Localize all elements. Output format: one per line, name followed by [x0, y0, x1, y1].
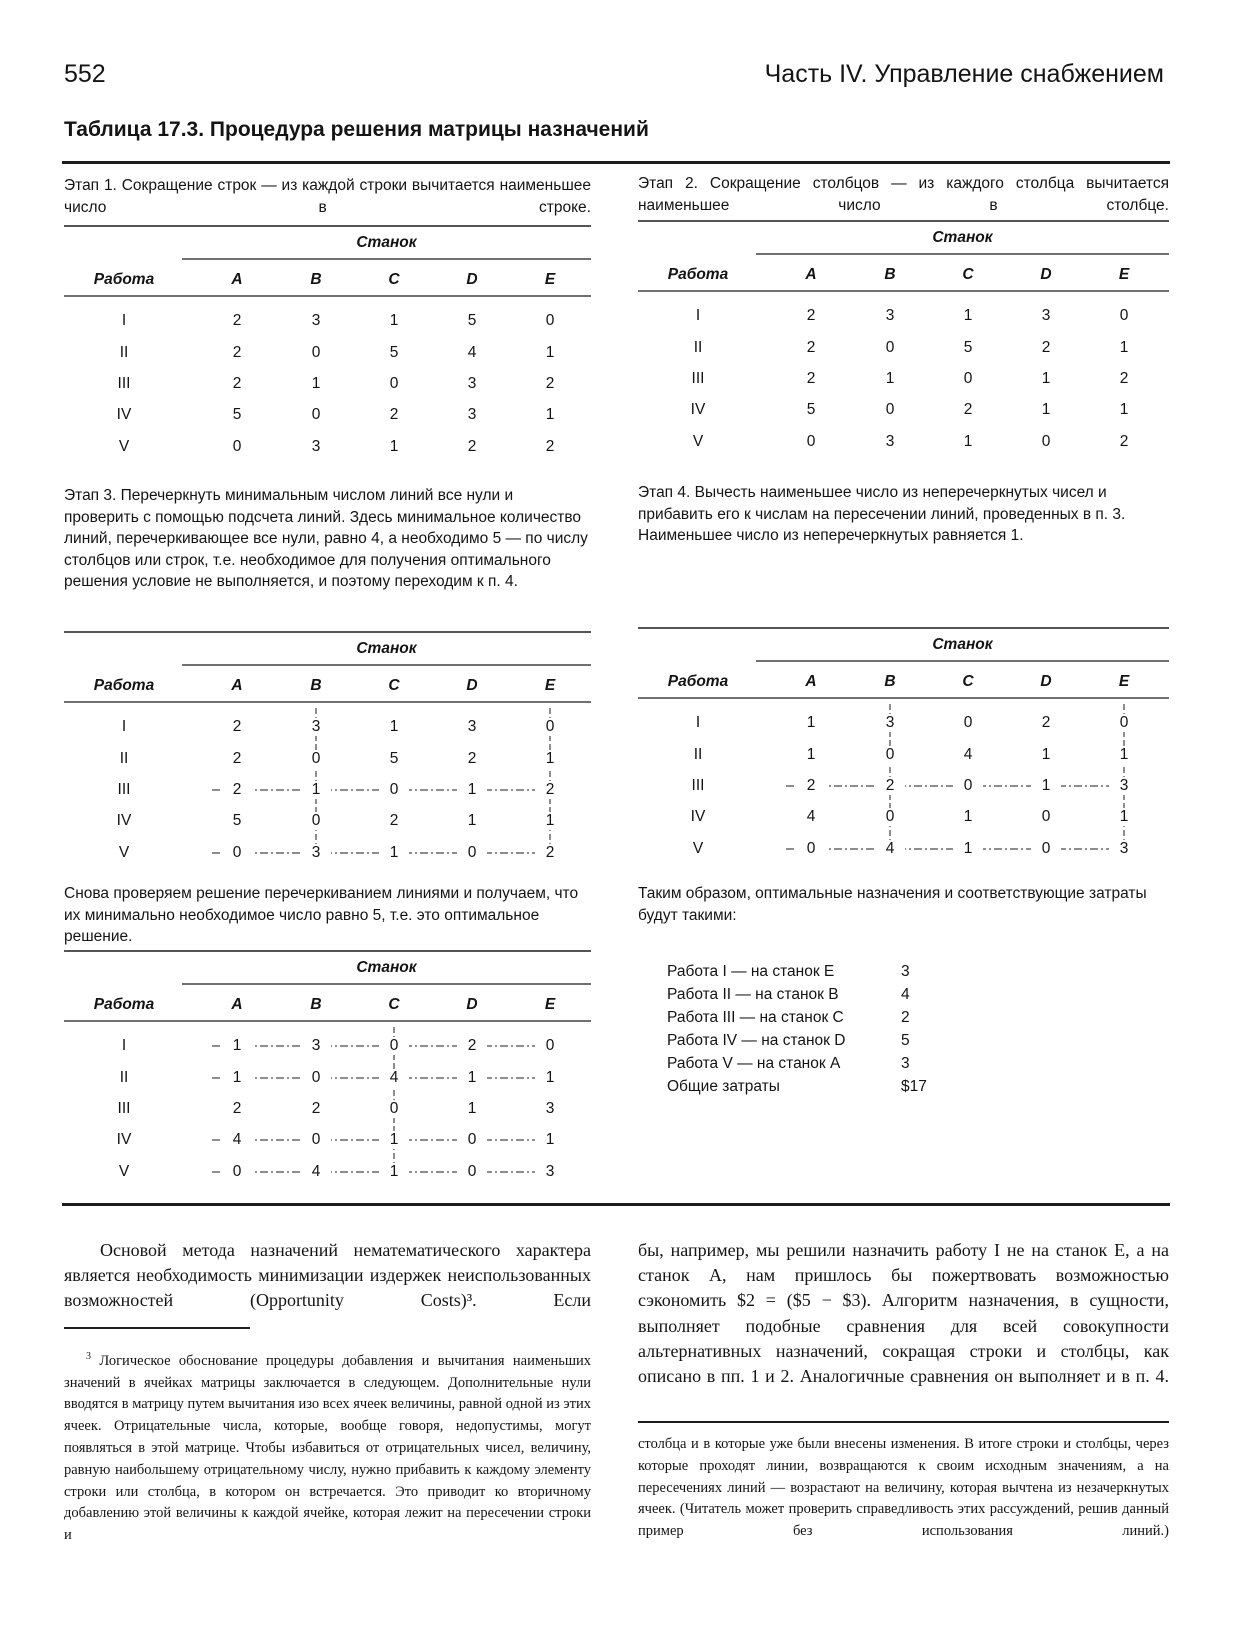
matrix-cell: 2	[535, 438, 565, 456]
matrix-cell: 1	[379, 1131, 409, 1149]
matrix-cell: 1	[222, 1069, 252, 1087]
row-label: III	[117, 1100, 131, 1117]
matrix-cell: 2	[379, 812, 409, 830]
matrix-cell: 1	[457, 1100, 487, 1118]
matrix-cell: 1	[953, 840, 983, 858]
row-label: II	[693, 746, 703, 763]
row-label: IV	[690, 808, 706, 825]
matrix-cell: 3	[1031, 307, 1061, 325]
matrix-cell: 4	[301, 1163, 331, 1181]
matrix-stage4	[638, 628, 1169, 873]
table-bottom-rule	[62, 1203, 1170, 1206]
matrix-cell: 1	[379, 1163, 409, 1181]
assignment-label: Работа III — на станок C	[667, 1009, 844, 1026]
column-header: C	[388, 677, 400, 694]
row-label: III	[117, 781, 131, 798]
column-header: E	[544, 996, 556, 1013]
column-header: A	[231, 996, 243, 1013]
matrix-cell: 3	[301, 312, 331, 330]
matrix-cell: 5	[379, 750, 409, 768]
matrix-cell: 1	[1109, 401, 1139, 419]
row-label: I	[121, 312, 127, 329]
matrix-cell: 0	[301, 344, 331, 362]
matrix-cell: 3	[535, 1163, 565, 1181]
matrix-cell: 4	[953, 746, 983, 764]
running-head: Часть IV. Управление снабжением	[764, 60, 1164, 88]
top-rule	[62, 161, 1170, 164]
row-label: V	[118, 1163, 130, 1180]
matrix-cell: 2	[796, 370, 826, 388]
matrix-cell: 1	[457, 1069, 487, 1087]
group-header-stanok: Станок	[356, 640, 417, 657]
matrix-cell: 0	[535, 312, 565, 330]
column-header: D	[1040, 266, 1052, 283]
column-header: B	[310, 271, 322, 288]
matrix-cell: 0	[379, 1100, 409, 1118]
assignment-cost: 4	[901, 986, 910, 1003]
matrix-cell: 3	[301, 844, 331, 862]
matrix-cell: 1	[1109, 339, 1139, 357]
column-header: A	[805, 673, 817, 690]
column-header: C	[388, 271, 400, 288]
matrix-cell: 4	[796, 808, 826, 826]
footnote-separator-left	[64, 1327, 250, 1329]
caption-stage4: Этап 4. Вычесть наименьшее число из неперечеркнутых чисел и прибавить его к числам на пересечении линий, проведенных в п. 3. Наименьшее число из неперечеркнутых равняется 1.	[638, 484, 1126, 544]
matrix-cell: 5	[953, 339, 983, 357]
matrix-cell: 0	[953, 777, 983, 795]
matrix-cell: 2	[222, 344, 252, 362]
matrix-cell: 0	[379, 1037, 409, 1055]
matrix-cell: 1	[535, 1069, 565, 1087]
matrix-cell: 0	[301, 1131, 331, 1149]
row-label: I	[121, 718, 127, 735]
matrix-cell: 2	[222, 750, 252, 768]
matrix-cell: 2	[796, 307, 826, 325]
assignment-cost: 3	[901, 963, 910, 980]
row-label: IV	[116, 812, 132, 829]
assignment-row	[667, 1009, 844, 1027]
assignment-row	[667, 1032, 845, 1050]
footnote-left-text: Логическое обоснование процедуры добавления и вычитания наименьших значений в ячейках матрицы заключается в следующем. Дополнительные нули вводятся в матрицу путем вычитания изо всех ячеек величины, равной одной из этих ячеек. Отрицательные числа, которые, вообще говоря, недопустимы, могут появляться в этой матрице. Чтобы избавиться от отрицательных чисел, величину, равную наибольшему отрицательному числу, нужно прибавить к каждому элементу строки или столбца, в котором он встречается. Это приводит ко вторичному добавлению этой величины к каждой ячейке, которая лежит на пересечении строки и	[64, 1352, 592, 1544]
column-header: D	[466, 996, 478, 1013]
row-label: III	[117, 375, 131, 392]
matrix-cell: 1	[379, 718, 409, 736]
body-left-text: Основой метода назначений нематематического характера является необходимость минимизации издержек неиспользованных возможностей (Opportunity Costs)³. Если	[64, 1240, 591, 1311]
matrix-cell: 3	[457, 718, 487, 736]
column-header: C	[962, 266, 974, 283]
matrix-cell: 2	[1031, 339, 1061, 357]
group-header-stanok: Станок	[356, 234, 417, 251]
matrix-cell: 2	[875, 777, 905, 795]
matrix-cell: 3	[457, 375, 487, 393]
matrix-cell: 2	[457, 438, 487, 456]
column-header: E	[1118, 266, 1130, 283]
row-header-rabota: Работа	[667, 266, 729, 283]
matrix-cell: 5	[796, 401, 826, 419]
matrix-cell: 0	[457, 1131, 487, 1149]
matrix-cell: 0	[1031, 433, 1061, 451]
column-header: D	[1040, 673, 1052, 690]
matrix-cell: 4	[222, 1131, 252, 1149]
matrix-cell: 1	[379, 438, 409, 456]
row-header-rabota: Работа	[93, 677, 155, 694]
matrix-cell: 2	[1031, 714, 1061, 732]
matrix-cell: 1	[535, 750, 565, 768]
matrix-cell: 1	[379, 312, 409, 330]
row-header-rabota: Работа	[667, 673, 729, 690]
matrix-cell: 2	[796, 777, 826, 795]
matrix-cell: 3	[301, 718, 331, 736]
matrix-cell: 3	[875, 307, 905, 325]
matrix-cell: 5	[457, 312, 487, 330]
row-label: II	[119, 344, 129, 361]
matrix-stage2	[638, 221, 1169, 466]
matrix-cell: 0	[796, 433, 826, 451]
row-label: II	[119, 750, 129, 767]
matrix-cell: 2	[535, 375, 565, 393]
matrix-cell: 0	[379, 781, 409, 799]
body-right-text: бы, например, мы решили назначить работу I не на станок E, а на станок A, нам пришлось бы пожертвовать возможностью сэкономить $2 = ($5 − $3). Алгоритм назначения, в сущности, выполняет подобные сравнения для всей совокупности альтернативных назначений, сокращая строки и столбцы, как описано в пп. 1 и 2. Аналогичные сравнения он выполняет и в п. 4.	[638, 1240, 1169, 1387]
matrix-cell: 2	[222, 312, 252, 330]
matrix-cell: 4	[379, 1069, 409, 1087]
assignment-label: Работа V — на станок A	[667, 1055, 841, 1072]
matrix-cell: 1	[1109, 746, 1139, 764]
row-label: IV	[690, 401, 706, 418]
matrix-cell: 2	[535, 844, 565, 862]
matrix-cell: 1	[1031, 370, 1061, 388]
matrix-stage1	[64, 226, 591, 471]
row-label: V	[118, 844, 130, 861]
matrix-cell: 0	[875, 746, 905, 764]
row-label: IV	[116, 1131, 132, 1148]
matrix-cell: 0	[379, 375, 409, 393]
matrix-cell: 0	[535, 1037, 565, 1055]
page-number: 552	[64, 60, 106, 88]
total-cost: $17	[901, 1078, 927, 1095]
footnote-right-text: столбца и в которые уже были внесены изменения. В итоге строки и столбцы, через которые проходят линии, возвращаются к своим исходным значениям, а на пересечениях линий — возрастают на величину, которая вычтена из незачеркнутых ячеек. (Читатель может проверить справедливость этих рассуждений, решив данный пример без использования линий.)	[638, 1436, 1169, 1540]
column-header: D	[466, 271, 478, 288]
matrix-cell: 2	[222, 781, 252, 799]
footnote-left	[64, 1346, 591, 1569]
matrix-cell: 0	[301, 812, 331, 830]
matrix-cell: 1	[301, 781, 331, 799]
matrix-cell: 1	[301, 375, 331, 393]
column-header: B	[884, 266, 896, 283]
table-title: Таблица 17.3. Процедура решения матрицы назначений	[64, 118, 649, 141]
matrix-cell: 0	[222, 844, 252, 862]
matrix-cell: 1	[379, 844, 409, 862]
row-label: V	[692, 840, 704, 857]
column-header: E	[544, 677, 556, 694]
column-header: B	[310, 996, 322, 1013]
matrix-cell: 3	[875, 714, 905, 732]
matrix-cell: 3	[301, 1037, 331, 1055]
body-left-paragraph	[64, 1238, 591, 1339]
matrix-cell: 2	[457, 1037, 487, 1055]
matrix-cell: 0	[875, 401, 905, 419]
column-header: C	[388, 996, 400, 1013]
matrix-cell: 0	[222, 438, 252, 456]
matrix-cell: 0	[457, 844, 487, 862]
matrix-cell: 1	[457, 781, 487, 799]
matrix-cell: 0	[875, 339, 905, 357]
matrix-cell: 3	[301, 438, 331, 456]
row-label: I	[695, 714, 701, 731]
matrix-cell: 1	[535, 812, 565, 830]
matrix-cell: 0	[535, 718, 565, 736]
group-header-stanok: Станок	[932, 229, 993, 246]
matrix-cell: 0	[953, 714, 983, 732]
assignment-cost: 3	[901, 1055, 910, 1072]
matrix-cell: 0	[1031, 808, 1061, 826]
caption-stage1: Этап 1. Сокращение строк — из каждой строки вычитается наименьшее число в строке.	[64, 177, 591, 216]
caption-stage3: Этап 3. Перечеркнуть минимальным числом линий все нули и проверить с помощью подсчета линий. Здесь минимальное количество линий, перечеркивающее все нули, равно 4, а необходимо 5 — по числу столбцов или строк, т.е. необходимое для получения оптимального решения условие не выполняется, и поэтому переходим к п. 4.	[64, 487, 588, 590]
matrix-cell: 2	[222, 1100, 252, 1118]
caption-conclusion: Таким образом, оптимальные назначения и соответствующие затраты будут такими:	[638, 885, 1147, 924]
matrix-cell: 1	[953, 433, 983, 451]
row-label: III	[691, 777, 705, 794]
matrix-cell: 3	[457, 406, 487, 424]
matrix-cell: 1	[796, 714, 826, 732]
matrix-cell: 0	[1031, 840, 1061, 858]
row-label: III	[691, 370, 705, 387]
footnote-marker: 3	[86, 1351, 91, 1362]
matrix-cell: 3	[1109, 777, 1139, 795]
group-header-stanok: Станок	[932, 636, 993, 653]
matrix-final	[64, 951, 591, 1196]
matrix-cell: 1	[875, 370, 905, 388]
matrix-cell: 0	[1109, 714, 1139, 732]
matrix-cell: 5	[379, 344, 409, 362]
assignment-label: Работа II — на станок B	[667, 986, 839, 1003]
column-header: A	[231, 677, 243, 694]
matrix-cell: 0	[301, 1069, 331, 1087]
column-header: D	[466, 677, 478, 694]
matrix-cell: 2	[535, 781, 565, 799]
matrix-cell: 1	[1031, 746, 1061, 764]
matrix-cell: 2	[222, 718, 252, 736]
matrix-cell: 2	[379, 406, 409, 424]
matrix-cell: 3	[535, 1100, 565, 1118]
row-header-rabota: Работа	[93, 271, 155, 288]
row-label: V	[118, 438, 130, 455]
matrix-cell: 1	[796, 746, 826, 764]
matrix-cell: 1	[1109, 808, 1139, 826]
matrix-cell: 0	[222, 1163, 252, 1181]
matrix-cell: 3	[1109, 840, 1139, 858]
row-label: I	[695, 307, 701, 324]
column-header: B	[884, 673, 896, 690]
matrix-stage3	[64, 632, 591, 877]
matrix-cell: 0	[457, 1163, 487, 1181]
row-label: II	[119, 1069, 129, 1086]
matrix-cell: 2	[457, 750, 487, 768]
matrix-cell: 0	[953, 370, 983, 388]
matrix-cell: 1	[457, 812, 487, 830]
total-label: Общие затраты	[667, 1078, 780, 1095]
matrix-cell: 1	[953, 307, 983, 325]
column-header: E	[1118, 673, 1130, 690]
matrix-cell: 2	[1109, 433, 1139, 451]
matrix-cell: 1	[535, 344, 565, 362]
row-label: II	[693, 339, 703, 356]
caption-recheck: Снова проверяем решение перечеркиванием линиями и получаем, что их минимально необходимое число равно 5, т.е. это оптимальное решение.	[64, 885, 579, 945]
row-header-rabota: Работа	[93, 996, 155, 1013]
matrix-cell: 4	[457, 344, 487, 362]
assignment-label: Работа IV — на станок D	[667, 1032, 846, 1049]
row-label: IV	[116, 406, 132, 423]
column-header: A	[231, 271, 243, 288]
matrix-cell: 4	[875, 840, 905, 858]
matrix-cell: 3	[875, 433, 905, 451]
row-label: I	[121, 1037, 127, 1054]
matrix-cell: 1	[222, 1037, 252, 1055]
assignment-results	[667, 963, 947, 1113]
matrix-cell: 2	[301, 1100, 331, 1118]
matrix-cell: 0	[875, 808, 905, 826]
matrix-cell: 1	[1031, 401, 1061, 419]
column-header: A	[805, 266, 817, 283]
matrix-cell: 2	[953, 401, 983, 419]
assignment-row	[667, 963, 834, 981]
matrix-cell: 0	[301, 750, 331, 768]
column-header: B	[310, 677, 322, 694]
matrix-cell: 0	[796, 840, 826, 858]
column-header: E	[544, 271, 556, 288]
matrix-cell: 2	[222, 375, 252, 393]
body-right-paragraph	[638, 1238, 1169, 1414]
assignment-row	[667, 1055, 840, 1073]
matrix-cell: 5	[222, 812, 252, 830]
matrix-cell: 2	[1109, 370, 1139, 388]
matrix-cell: 1	[535, 406, 565, 424]
caption-stage2: Этап 2. Сокращение столбцов — из каждого столбца вычитается наименьшее число в столбце.	[638, 175, 1169, 214]
assignment-label: Работа I — на станок E	[667, 963, 835, 980]
matrix-cell: 0	[1109, 307, 1139, 325]
column-header: C	[962, 673, 974, 690]
matrix-cell: 2	[796, 339, 826, 357]
assignment-cost: 5	[901, 1032, 910, 1049]
matrix-cell: 1	[535, 1131, 565, 1149]
row-label: V	[692, 433, 704, 450]
matrix-cell: 1	[953, 808, 983, 826]
assignment-row	[667, 1078, 780, 1096]
group-header-stanok: Станок	[356, 959, 417, 976]
assignment-row	[667, 986, 839, 1004]
footnote-right	[638, 1434, 1169, 1565]
assignment-cost: 2	[901, 1009, 910, 1026]
footnote-separator-right	[638, 1421, 1169, 1423]
matrix-cell: 5	[222, 406, 252, 424]
matrix-cell: 0	[301, 406, 331, 424]
matrix-cell: 1	[1031, 777, 1061, 795]
